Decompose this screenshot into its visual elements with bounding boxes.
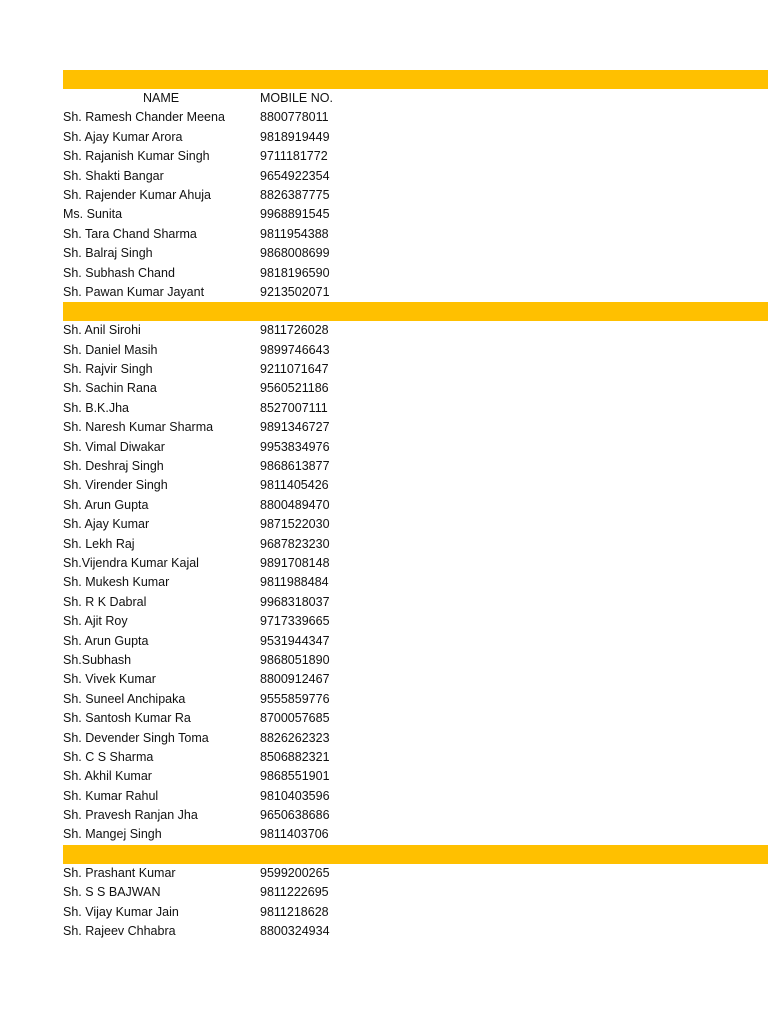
contact-sheet: [0, 70, 768, 941]
contact-name: Sh. Prashant Kumar: [63, 865, 176, 880]
contact-name: Sh. Santosh Kumar Ra: [63, 711, 191, 726]
contact-row: [0, 108, 768, 127]
section-band: [63, 70, 768, 89]
contact-row: [0, 690, 768, 709]
contact-name: Sh. Rajvir Singh: [63, 362, 153, 377]
contact-mobile: 9654922354: [260, 168, 330, 183]
contact-mobile: 8800324934: [260, 924, 330, 939]
contact-row: [0, 128, 768, 147]
contact-name: Sh. Deshraj Singh: [63, 459, 164, 474]
section-band: [63, 845, 768, 864]
contact-name: Sh. Rajanish Kumar Singh: [63, 149, 210, 164]
contact-row: [0, 225, 768, 244]
contact-name: Sh. Arun Gupta: [63, 633, 149, 648]
contact-row: [0, 457, 768, 476]
contact-name: Sh. Shakti Bangar: [63, 168, 164, 183]
contact-name: Sh. Balraj Singh: [63, 246, 153, 261]
contact-mobile: 9818196590: [260, 265, 330, 280]
contact-row: [0, 632, 768, 651]
contact-row: [0, 438, 768, 457]
contact-name: Sh. Ajay Kumar: [63, 517, 150, 532]
contact-mobile: 8826262323: [260, 730, 330, 745]
contact-name: Sh. Subhash Chand: [63, 265, 175, 280]
contact-mobile: 9968318037: [260, 594, 330, 609]
contact-row: [0, 593, 768, 612]
contact-row: [0, 167, 768, 186]
contact-mobile: 9531944347: [260, 633, 330, 648]
contact-name: Sh. Vivek Kumar: [63, 672, 156, 687]
contact-mobile: 9811726028: [260, 323, 329, 338]
contact-row: [0, 379, 768, 398]
contact-mobile: 9968891545: [260, 207, 330, 222]
contact-name: Sh. C S Sharma: [63, 749, 154, 764]
contact-mobile: 8527007111: [260, 400, 328, 415]
contact-name: Sh. Pawan Kumar Jayant: [63, 284, 205, 299]
contact-row: [0, 651, 768, 670]
contact-name: Sh. Akhil Kumar: [63, 769, 152, 784]
contact-name: Sh. Suneel Anchipaka: [63, 691, 186, 706]
contact-row: [0, 864, 768, 883]
mobile-column-header: MOBILE NO.: [260, 91, 333, 105]
contact-name: Sh.Subhash: [63, 652, 132, 667]
contact-mobile: 9555859776: [260, 691, 330, 706]
contact-mobile: 9811988484: [260, 575, 329, 590]
contact-name: Sh. B.K.Jha: [63, 400, 130, 415]
contact-name: Sh. Rajeev Chhabra: [63, 924, 176, 939]
contact-name: Sh. Daniel Masih: [63, 342, 158, 357]
contact-row: [0, 806, 768, 825]
contact-row: [0, 825, 768, 844]
contact-row: [0, 748, 768, 767]
contact-mobile: 9810403596: [260, 788, 330, 803]
contact-row: [0, 147, 768, 166]
contact-mobile: 8800489470: [260, 497, 330, 512]
contact-name: Sh. Lekh Raj: [63, 536, 135, 551]
contact-name: Sh. Rajender Kumar Ahuja: [63, 187, 212, 202]
contact-mobile: 9811403706: [260, 827, 329, 842]
contact-mobile: 9811954388: [260, 226, 329, 241]
contact-row: [0, 341, 768, 360]
contact-name: Sh. Sachin Rana: [63, 381, 157, 396]
contact-row: [0, 554, 768, 573]
contact-name: Sh. Tara Chand Sharma: [63, 226, 197, 241]
contact-groups: [0, 108, 768, 941]
contact-mobile: 9211071647: [260, 362, 329, 377]
contact-row: [0, 883, 768, 902]
contact-row: [0, 399, 768, 418]
contact-mobile: 8506882321: [260, 749, 330, 764]
contact-row: [0, 360, 768, 379]
contact-name: Sh. Ramesh Chander Meena: [63, 110, 225, 125]
contact-mobile: 8800778011: [260, 110, 329, 125]
contact-name: Sh. Ajay Kumar Arora: [63, 129, 183, 144]
contact-name: Sh. Mukesh Kumar: [63, 575, 170, 590]
contact-row: [0, 535, 768, 554]
contact-name: Ms. Sunita: [63, 207, 123, 222]
contact-name: Sh. Virender Singh: [63, 478, 168, 493]
contact-mobile: 9899746643: [260, 342, 330, 357]
contact-row: [0, 670, 768, 689]
contact-mobile: 8826387775: [260, 187, 330, 202]
contact-mobile: 9891708148: [260, 555, 330, 570]
contact-row: [0, 612, 768, 631]
contact-name: Sh.Vijendra Kumar Kajal: [63, 555, 199, 570]
contact-mobile: 9953834976: [260, 439, 330, 454]
name-column-header: NAME: [143, 91, 180, 105]
contact-row: [0, 709, 768, 728]
contact-row: [0, 264, 768, 283]
contact-row: [0, 476, 768, 495]
section-band: [63, 302, 768, 321]
contact-row: [0, 515, 768, 534]
contact-mobile: 9599200265: [260, 865, 330, 880]
contact-mobile: 9213502071: [260, 284, 330, 299]
contact-row: [0, 496, 768, 515]
contact-row: [0, 244, 768, 263]
contact-row: [0, 205, 768, 224]
contact-mobile: 9868008699: [260, 246, 330, 261]
contact-name: Sh. Kumar Rahul: [63, 788, 159, 803]
contact-name: Sh. Mangej Singh: [63, 827, 162, 842]
contact-row: [0, 186, 768, 205]
contact-mobile: 9871522030: [260, 517, 330, 532]
contact-row: [0, 729, 768, 748]
contact-row: [0, 922, 768, 941]
contact-mobile: 9811405426: [260, 478, 329, 493]
contact-mobile: 9711181772: [260, 149, 328, 164]
contact-mobile: 9868551901: [260, 769, 330, 784]
contact-mobile: 9687823230: [260, 536, 330, 551]
contact-row: [0, 767, 768, 786]
contact-mobile: 9717339665: [260, 614, 330, 629]
contact-mobile: 8800912467: [260, 672, 330, 687]
contact-name: Sh. Arun Gupta: [63, 497, 149, 512]
contact-row: [0, 321, 768, 340]
contact-mobile: 9868613877: [260, 459, 330, 474]
contact-name: Sh. Naresh Kumar Sharma: [63, 420, 214, 435]
contact-row: [0, 573, 768, 592]
contact-row: [0, 418, 768, 437]
contact-mobile: 9650638686: [260, 808, 330, 823]
contact-mobile: 9818919449: [260, 129, 330, 144]
contact-name: Sh. Ajit Roy: [63, 614, 128, 629]
contact-name: Sh. S S BAJWAN: [63, 885, 161, 900]
contact-name: Sh. Anil Sirohi: [63, 323, 141, 338]
contact-mobile: 9891346727: [260, 420, 330, 435]
contact-row: [0, 787, 768, 806]
contact-name: Sh. R K Dabral: [63, 594, 147, 609]
column-header-row: [0, 89, 768, 108]
contact-name: Sh. Pravesh Ranjan Jha: [63, 808, 198, 823]
contact-row: [0, 283, 768, 302]
contact-mobile: 8700057685: [260, 711, 330, 726]
contact-name: Sh. Vimal Diwakar: [63, 439, 165, 454]
contact-row: [0, 903, 768, 922]
contact-name: Sh. Vijay Kumar Jain: [63, 904, 179, 919]
contact-mobile: 9811222695: [260, 885, 329, 900]
contact-mobile: 9560521186: [260, 381, 329, 396]
contact-mobile: 9811218628: [260, 904, 329, 919]
contact-name: Sh. Devender Singh Toma: [63, 730, 209, 745]
contact-mobile: 9868051890: [260, 652, 330, 667]
